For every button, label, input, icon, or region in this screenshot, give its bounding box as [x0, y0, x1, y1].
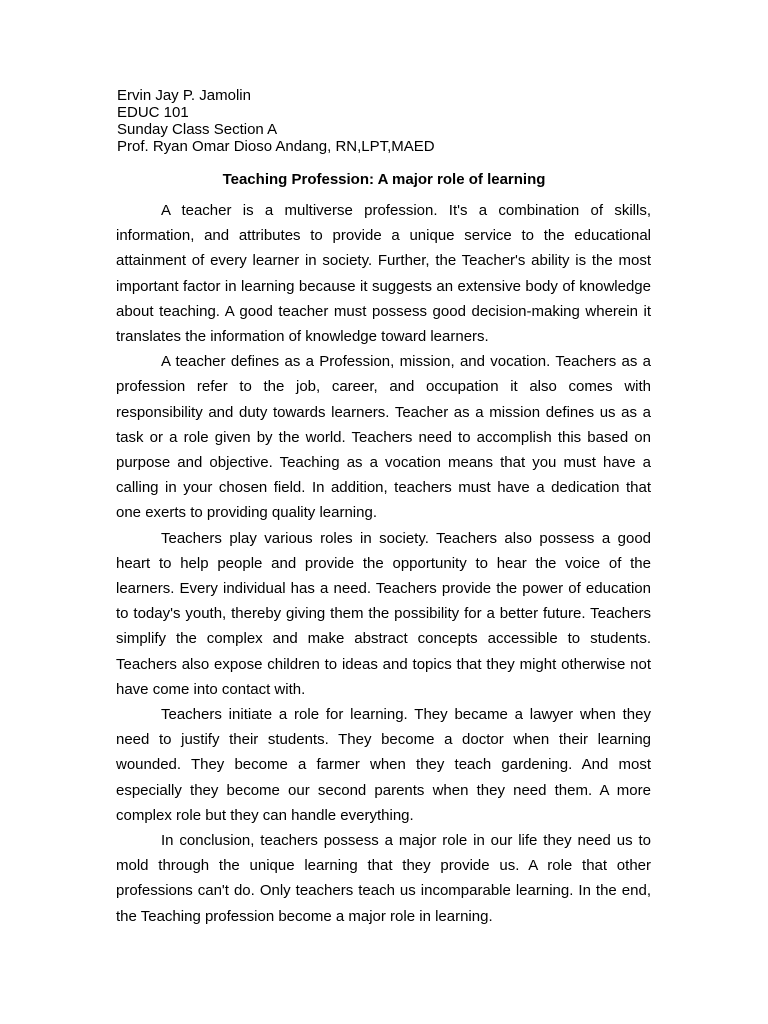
paragraph: In conclusion, teachers possess a major role in our life they need us to mold through the unique learning that they provide us. A role that other professions can't do. Only teachers teach us incomparable learning. In the end, the Teaching profession become a major role in learning.: [116, 832, 651, 925]
paragraph: Teachers play various roles in society. Teachers also possess a good heart to help people and provide the opportunity to hear the voice of the learners. Every individual has a need. Teachers provide the power of education to today's youth, thereby giving them the possibility for a better future. Teachers simplify the complex and make abstract concepts accessible to students. Teachers also expose children to ideas and topics that they might otherwise not have come into contact with.: [116, 529, 651, 698]
essay-body: [116, 198, 651, 929]
class-section: Sunday Class Section A: [117, 121, 278, 138]
professor-name: Prof. Ryan Omar Dioso Andang, RN,LPT,MAED: [117, 138, 435, 155]
paragraph: Teachers initiate a role for learning. They became a lawyer when they need to justify their students. They become a doctor when their learning wounded. They become a farmer when they teach gardening. And most especially they become our second parents when they need them. A more complex role but they can handle everything.: [116, 706, 651, 824]
course-code: EDUC 101: [117, 104, 189, 121]
paragraph: A teacher is a multiverse profession. It's a combination of skills, information, and attributes to provide a unique service to the educational attainment of every learner in society. Further, the Teacher's ability is the most important factor in learning because it suggests an extensive body of knowledge about teaching. A good teacher must possess good decision-making wherein it translates the information of knowledge toward learners.: [116, 202, 651, 346]
essay-title: Teaching Profession: A major role of learning: [222, 171, 546, 188]
author-name: Ervin Jay P. Jamolin: [117, 87, 251, 104]
paragraph: A teacher defines as a Profession, mission, and vocation. Teachers as a profession refer to the job, career, and occupation it also comes with responsibility and duty towards learners. Teacher as a mission defines us as a task or a role given by the world. Teachers need to accomplish this based on purpose and objective. Teaching as a vocation means that you must have a calling in your chosen field. In addition, teachers must have a dedication that one exerts to providing quality learning.: [116, 353, 651, 522]
document-header: [117, 87, 657, 155]
